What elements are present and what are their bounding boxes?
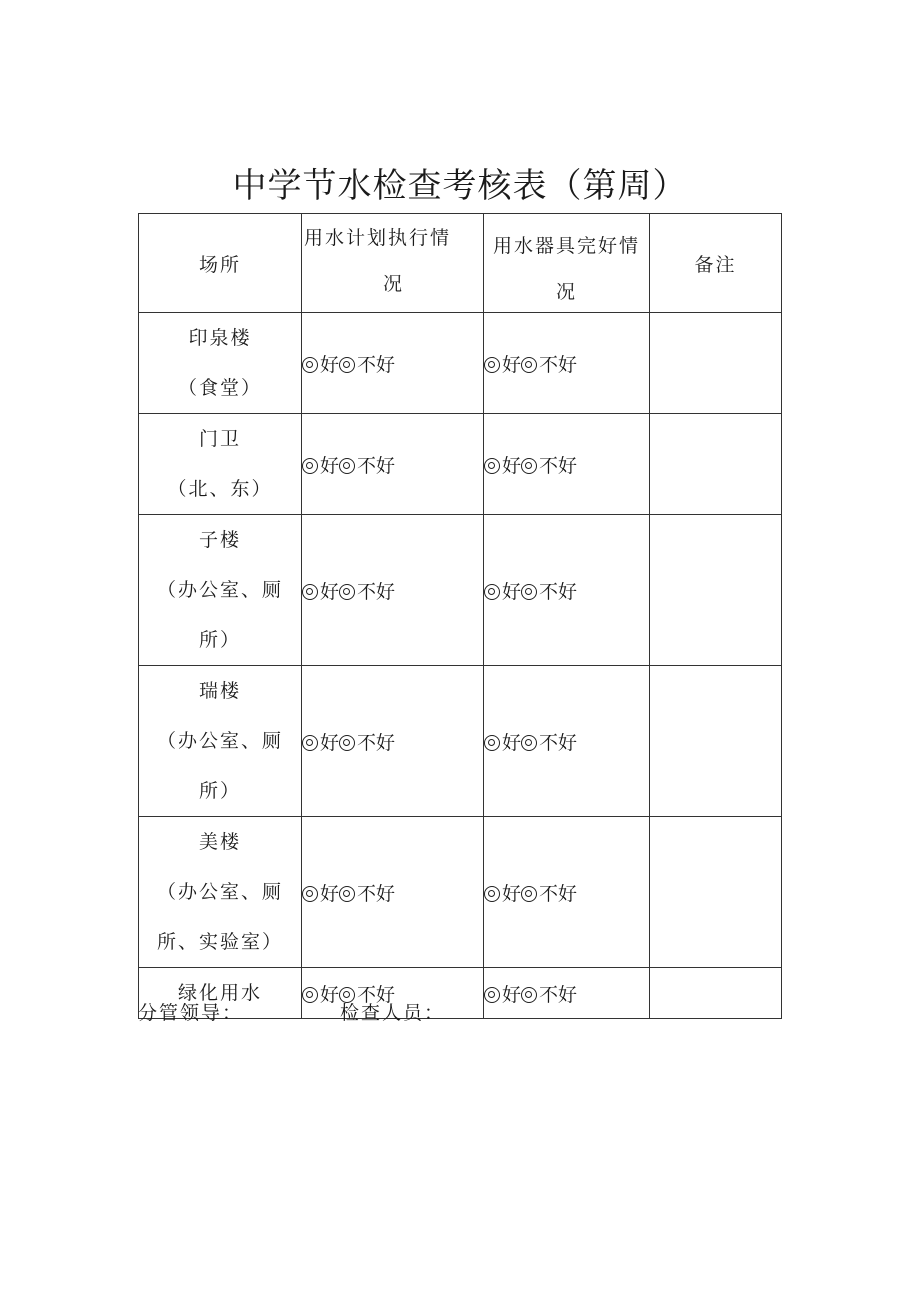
form-title: 中学节水检查考核表（第周） [232, 166, 688, 206]
table-row [139, 414, 782, 515]
option-bad-label: 不好 [539, 731, 578, 754]
header-place [139, 214, 302, 313]
plan-status-cell[interactable] [302, 313, 484, 414]
place-cell [139, 817, 302, 968]
place-line: 绿化用水 [177, 982, 262, 1004]
header-fixture-line1: 用水器具完好情 [492, 235, 640, 257]
double-circle-icon[interactable] [484, 987, 500, 1003]
leader-signature-label: 分管领导： [138, 1002, 244, 1024]
double-circle-icon[interactable] [521, 886, 537, 902]
place-line: 门卫 [198, 428, 241, 450]
header-place-label: 场所 [198, 253, 241, 276]
double-circle-icon[interactable] [339, 584, 355, 600]
place-line: 所） [198, 629, 241, 651]
double-circle-icon[interactable] [521, 735, 537, 751]
double-circle-icon[interactable] [302, 584, 318, 600]
option-bad-label: 不好 [539, 882, 578, 905]
double-circle-icon[interactable] [302, 735, 318, 751]
place-line: 所） [198, 780, 241, 802]
double-circle-icon[interactable] [339, 458, 355, 474]
place-line: （食堂） [177, 377, 262, 399]
option-good-label: 好 [502, 882, 522, 905]
place-line: 印泉楼 [188, 327, 252, 349]
header-plan-execution [302, 214, 484, 313]
table-row [139, 817, 782, 968]
double-circle-icon[interactable] [339, 886, 355, 902]
place-cell [139, 414, 302, 515]
option-bad-label: 不好 [539, 353, 578, 376]
double-circle-icon[interactable] [484, 458, 500, 474]
fixture-status-cell[interactable] [484, 968, 650, 1019]
header-fixture-line2: 况 [555, 281, 577, 303]
option-good-label: 好 [502, 454, 522, 477]
plan-status-cell[interactable] [302, 666, 484, 817]
option-bad-label: 不好 [539, 580, 578, 603]
header-plan-line2: 况 [382, 273, 404, 295]
place-cell [139, 313, 302, 414]
double-circle-icon[interactable] [484, 357, 500, 373]
option-good-label: 好 [320, 731, 340, 754]
inspection-table [138, 213, 782, 1019]
option-good-label: 好 [502, 731, 522, 754]
place-line: 子楼 [198, 529, 241, 551]
double-circle-icon[interactable] [521, 584, 537, 600]
double-circle-icon[interactable] [302, 987, 318, 1003]
table-row [139, 515, 782, 666]
double-circle-icon[interactable] [521, 987, 537, 1003]
plan-status-cell[interactable] [302, 414, 484, 515]
double-circle-icon[interactable] [521, 458, 537, 474]
double-circle-icon[interactable] [521, 357, 537, 373]
place-line: 所、实验室） [156, 931, 283, 953]
table-row [139, 666, 782, 817]
place-cell [139, 515, 302, 666]
option-bad-label: 不好 [357, 983, 396, 1006]
header-remark [650, 214, 782, 313]
option-bad-label: 不好 [357, 882, 396, 905]
double-circle-icon[interactable] [484, 584, 500, 600]
option-good-label: 好 [320, 353, 340, 376]
double-circle-icon[interactable] [339, 735, 355, 751]
option-good-label: 好 [320, 580, 340, 603]
double-circle-icon[interactable] [339, 357, 355, 373]
remark-cell[interactable] [650, 414, 782, 515]
fixture-status-cell[interactable] [484, 515, 650, 666]
remark-cell[interactable] [650, 313, 782, 414]
option-bad-label: 不好 [357, 731, 396, 754]
place-line: 瑞楼 [198, 680, 241, 702]
header-fixture-condition [484, 214, 650, 313]
double-circle-icon[interactable] [484, 886, 500, 902]
option-good-label: 好 [320, 882, 340, 905]
option-bad-label: 不好 [357, 580, 396, 603]
plan-status-cell[interactable] [302, 515, 484, 666]
remark-cell[interactable] [650, 515, 782, 666]
double-circle-icon[interactable] [484, 735, 500, 751]
double-circle-icon[interactable] [302, 357, 318, 373]
inspector-signature-label: 检查人员： [340, 1002, 446, 1024]
fixture-status-cell[interactable] [484, 666, 650, 817]
option-bad-label: 不好 [539, 983, 578, 1006]
option-bad-label: 不好 [357, 454, 396, 477]
option-bad-label: 不好 [539, 454, 578, 477]
header-remark-label: 备注 [694, 253, 737, 276]
remark-cell[interactable] [650, 666, 782, 817]
option-good-label: 好 [320, 454, 340, 477]
table-row [139, 313, 782, 414]
table-header-row [139, 214, 782, 313]
option-good-label: 好 [502, 983, 522, 1006]
double-circle-icon[interactable] [302, 886, 318, 902]
fixture-status-cell[interactable] [484, 313, 650, 414]
plan-status-cell[interactable] [302, 817, 484, 968]
place-line: （办公室、厕 [156, 730, 283, 752]
place-line: （北、东） [167, 478, 273, 500]
remark-cell[interactable] [650, 968, 782, 1019]
option-bad-label: 不好 [357, 353, 396, 376]
option-good-label: 好 [502, 580, 522, 603]
place-line: 美楼 [198, 831, 241, 853]
fixture-status-cell[interactable] [484, 414, 650, 515]
place-line: （办公室、厕 [156, 579, 283, 601]
option-good-label: 好 [320, 983, 340, 1006]
double-circle-icon[interactable] [302, 458, 318, 474]
place-cell [139, 666, 302, 817]
remark-cell[interactable] [650, 817, 782, 968]
fixture-status-cell[interactable] [484, 817, 650, 968]
header-plan-line1: 用水计划执行情 [304, 227, 452, 249]
option-good-label: 好 [502, 353, 522, 376]
place-line: （办公室、厕 [156, 881, 283, 903]
